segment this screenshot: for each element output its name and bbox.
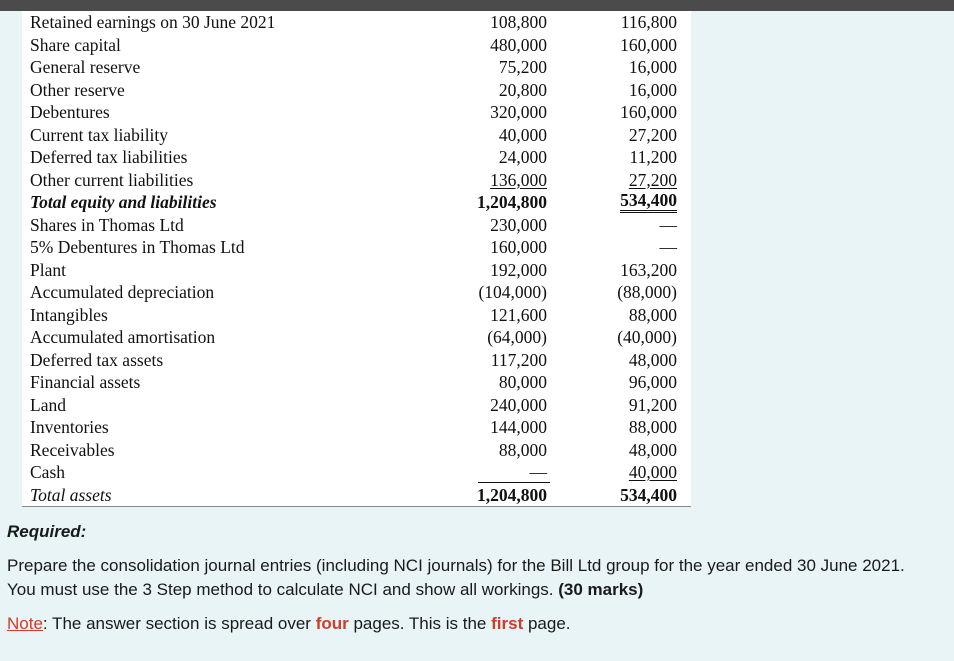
- note-label: Note: [7, 614, 43, 633]
- thomas-value: 48,000: [628, 439, 677, 460]
- row-label: Financial assets: [30, 372, 141, 392]
- table-row: [22, 34, 691, 57]
- thomas-value: (40,000): [617, 327, 677, 347]
- row-label: Current tax liability: [30, 124, 169, 145]
- bill-value: 160,000: [490, 237, 547, 257]
- note-text-2: pages. This is the: [348, 614, 492, 633]
- note-highlight-first: first: [491, 614, 524, 633]
- bill-value: (64,000): [487, 327, 547, 347]
- bill-value: 75,200: [498, 57, 547, 77]
- table-row-total: [22, 484, 691, 507]
- row-label: Accumulated amortisation: [30, 327, 216, 347]
- table-row: [22, 124, 691, 147]
- note-line: [7, 612, 571, 636]
- thomas-value: 88,000: [628, 304, 677, 325]
- row-label: Shares in Thomas Ltd: [30, 214, 184, 235]
- note-highlight-four: four: [315, 614, 349, 633]
- top-bar: [0, 0, 954, 11]
- bill-value: (104,000): [478, 282, 547, 302]
- table-row: [22, 461, 691, 484]
- table-row-total: [22, 191, 691, 214]
- bill-value: 20,800: [498, 79, 547, 100]
- thomas-value: 16,000: [628, 79, 677, 100]
- instruction-text: Prepare the consolidation journal entries (including NCI journals) for the Bill Ltd group for the year ended 30 June 2021. You must use the 3 Step method to calculate NCI and show all workings.: [7, 556, 905, 599]
- row-label: Debentures: [30, 102, 110, 122]
- row-label: Receivables: [30, 439, 115, 460]
- table-row: [22, 394, 691, 417]
- thomas-value: (88,000): [617, 282, 677, 302]
- table-row: [22, 371, 691, 394]
- marks-label: (30 marks): [558, 580, 644, 599]
- thomas-value: —: [659, 237, 677, 257]
- table-row: [22, 326, 691, 349]
- row-label: Cash: [30, 462, 65, 482]
- thomas-value: 160,000: [620, 102, 677, 122]
- required-heading: Required:: [7, 522, 87, 541]
- bill-value: 24,000: [498, 147, 547, 167]
- table-row: [22, 101, 691, 124]
- table-row: [22, 169, 691, 192]
- thomas-value: 534,400: [620, 191, 677, 213]
- table-row: [22, 56, 691, 79]
- row-label: Total assets: [30, 484, 112, 505]
- table-row: [22, 146, 691, 169]
- row-label: Plant: [30, 259, 66, 280]
- bill-value: 1,204,800: [477, 192, 547, 212]
- bill-value: 144,000: [490, 417, 547, 437]
- table-row: [22, 214, 691, 237]
- row-label: Retained earnings on 30 June 2021: [30, 12, 276, 32]
- bill-value: 40,000: [498, 124, 547, 145]
- row-label: 5% Debentures in Thomas Ltd: [30, 237, 245, 257]
- thomas-value: 96,000: [628, 372, 677, 392]
- table-row: [22, 349, 691, 372]
- thomas-value: 11,200: [629, 147, 677, 167]
- row-label: Deferred tax assets: [30, 349, 164, 370]
- instruction-paragraph: [7, 554, 937, 602]
- row-label: Total equity and liabilities: [30, 192, 217, 212]
- thomas-value: 160,000: [620, 34, 677, 55]
- bill-value: 121,600: [490, 304, 547, 325]
- thomas-value: 116,800: [620, 12, 677, 32]
- bill-value: 136,000: [490, 169, 547, 190]
- table-row: [22, 259, 691, 282]
- thomas-value: 16,000: [628, 57, 677, 77]
- bill-value: 1,204,800: [477, 484, 547, 505]
- note-text-1: : The answer section is spread over: [42, 614, 316, 633]
- table-row: [22, 11, 691, 34]
- table-row: [22, 304, 691, 327]
- thomas-value: 27,200: [628, 169, 677, 190]
- thomas-value: 88,000: [628, 417, 677, 437]
- row-label: Other reserve: [30, 79, 125, 100]
- thomas-value: 40,000: [628, 462, 677, 482]
- bill-value: 230,000: [490, 214, 547, 235]
- thomas-value: —: [659, 214, 677, 235]
- bill-value: 80,000: [498, 372, 547, 392]
- bill-value: 117,200: [490, 349, 547, 370]
- row-label: Intangibles: [30, 304, 108, 325]
- total-rule: [478, 482, 550, 483]
- table-row: [22, 439, 691, 462]
- row-label: Other current liabilities: [30, 169, 194, 190]
- table-row: [22, 281, 691, 304]
- row-label: General reserve: [30, 57, 141, 77]
- thomas-value: 163,200: [620, 259, 677, 280]
- thomas-value: 534,400: [620, 484, 677, 505]
- note-text-3: page.: [523, 614, 571, 633]
- table-row: [22, 79, 691, 102]
- table-row: [22, 416, 691, 439]
- bill-value: 192,000: [490, 259, 547, 280]
- thomas-value: 48,000: [628, 349, 677, 370]
- thomas-value: 27,200: [628, 124, 677, 145]
- bill-value: 320,000: [490, 102, 547, 122]
- row-label: Deferred tax liabilities: [30, 147, 188, 167]
- bill-value: 480,000: [490, 34, 547, 55]
- bill-value: 88,000: [498, 439, 547, 460]
- financial-statement-table: [22, 11, 691, 507]
- bill-value: 108,800: [490, 12, 547, 32]
- row-label: Accumulated depreciation: [30, 282, 215, 302]
- thomas-value: 91,200: [628, 394, 677, 415]
- row-label: Inventories: [30, 417, 109, 437]
- table-row: [22, 236, 691, 259]
- bill-value: —: [529, 462, 547, 482]
- row-label: Share capital: [30, 34, 121, 55]
- bill-value: 240,000: [490, 394, 547, 415]
- row-label: Land: [30, 394, 66, 415]
